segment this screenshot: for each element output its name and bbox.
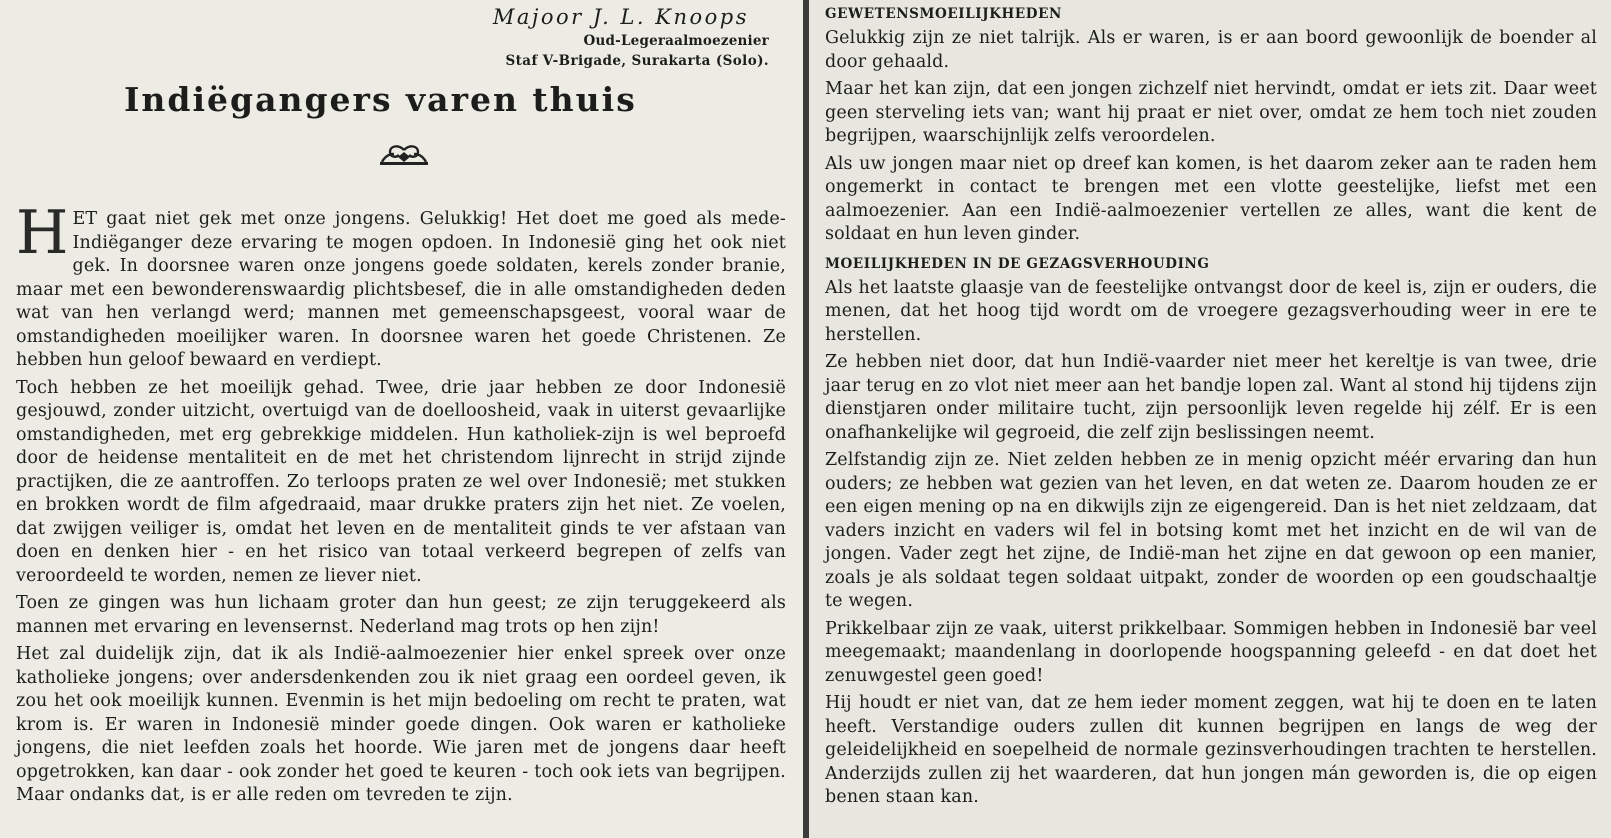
fleuron-ornament-icon: [378, 142, 430, 172]
article-paragraph: Ze hebben niet door, dat hun Indië-vaarder niet meer het kereltje is van twee, drie jaar terug en zo vlot niet meer aan het bandje lopen zal. Want al stond hij tijdens zijn dienstjaren onder militaire tucht, zijn persoonlijk leven regelde hij zélf. Er is een onafhankelijke wil gegroeid, die zelf zijn beslissingen neemt.: [825, 352, 1597, 443]
article-paragraph: Toch hebben ze het moeilijk gehad. Twee, drie jaar hebben ze door Indonesië gesjouwd, zonder uitzicht, overtuigd van de doelloosheid, vaak in uiterst gevaarlijke omstandigheden, met erg gebrekkige middelen. Hun katholiek-zijn is wel beproefd door de heidense mentaliteit en de met het christendom lijnrecht in strijd zijnde practijken, die ze aantroffen. Zo terloops praten ze wel over Indonesië; met stukken en brokken wordt de film afgedraaid, maar drukke praters zijn het niet. Ze voelen, dat zwijgen veiliger is, omdat het leven en de mentaliteit ginds te ver afstaan van doen en denken hier - en het risico van totaal verkeerd begrepen of zelfs van veroordeeld te worden, nemen ze liever niet.: [16, 377, 786, 586]
byline-unit: Staf V-Brigade, Surakarta (Solo).: [505, 53, 769, 69]
article-paragraph: Als uw jongen maar niet op dreef kan komen, is het daarom zeker aan te raden hem ongemerkt in contact te brengen met een vlotte geestelijke, liefst met een aalmoezenier. Aan een Indië-aalmoezenier vertellen ze alles, want die kent de soldaat en hun leven ginder.: [825, 153, 1597, 244]
article-paragraph: Het zal duidelijk zijn, dat ik als Indië-aalmoezenier hier enkel spreek over onze katholieke jongens; over andersdenkenden zou ik niet graag een oordeel geven, ik zou het ook moeilijk kunnen. Evenmin is het mijn bedoeling om recht te praten, wat krom is. Er waren in Indonesië minder goede dingen. Ook waren er katholieke jongens, die niet leefden zoals het hoorde. Wie jaren met de jongens daar heeft opgetrokken, kan daar - ook zonder het goed te keuren - toch ook iets van begrijpen. Maar ondanks dat, is er alle reden om tevreden te zijn.: [16, 644, 786, 805]
article-paragraph: Toen ze gingen was hun lichaam groter dan hun geest; ze zijn teruggekeerd als mannen met ervaring en levensernst. Nederland mag trots op hen zijn!: [16, 593, 786, 637]
byline-author: Majoor J. L. Knoops: [492, 5, 749, 29]
section-heading-gewetensmoeilijkheden: GEWETENSMOEILIJKHEDEN: [825, 6, 1062, 22]
left-column: [0, 0, 803, 838]
article-paragraph: [16, 198, 786, 373]
byline-role: Oud-Legeraalmoezenier: [583, 33, 769, 49]
article-paragraph: Gelukkig zijn ze niet talrijk. Als er waren, is er aan boord gewoonlijk de boender al door gehaald.: [825, 28, 1597, 72]
right-column: [809, 0, 1611, 838]
article-paragraph: Maar het kan zijn, dat een jongen zichzelf niet hervindt, omdat er iets zit. Daar weet geen sterveling iets van; want hij praat er niet over, omdat ze hem toch niet zouden begrijpen, waarschijnlijk zelfs veroordelen.: [825, 79, 1597, 146]
paragraph-text: ET gaat niet gek met onze jongens. Gelukkig! Het doet me goed als mede-Indiëganger deze ervaring te mogen opdoen. In Indonesië ging het ook niet gek. In doorsnee waren onze jongens goede soldaten, kerels zonder branie, maar met een bewonderenswaardig plichtsbesef, die in alle omstandigheden deden wat van hen verlangd werd; mannen met gemeenschapsgeest, vooral waar de omstandigheden moeilijker waren. In doorsnee waren het goede Christenen. Ze hebben hun geloof bewaard en verdiept.: [16, 209, 786, 370]
article-paragraph: Hij houdt er niet van, dat ze hem ieder moment zeggen, wat hij te doen en te laten heeft. Verstandige ouders zullen dit kunnen begrijpen en langs de weg der geleidelijkheid en soepelheid de normale gezinsverhoudingen trachten te herstellen. Anderzijds zullen zij het waarderen, dat hun jongen mán geworden is, die op eigen benen staan kan.: [825, 693, 1597, 807]
article-paragraph: Als het laatste glaasje van de feestelijke ontvangst door de keel is, zijn er ouders, die menen, dat het hoog tijd wordt om de vroegere gezagsverhouding weer in ere te herstellen.: [825, 277, 1597, 345]
left-article-body: [16, 198, 786, 812]
article-paragraph: Zelfstandig zijn ze. Niet zelden hebben ze in menig opzicht méér ervaring dan hun ouders; ze hebben wat gezien van het leven, en dat weten ze. Daarom houden ze er een eigen mening op na en dikwijls zijn ze eigengereid. Dan is het niet zeldzaam, dat vaders inzicht en vaders wil fel in botsing komt met het inzicht en de wil van de jongen. Vader zegt het zijne, de Indië-man het zijne en dat gewoon op een manier, zoals je als soldaat tegen soldaat uitpakt, zonder de woorden op een goudschaaltje te wegen.: [825, 450, 1597, 611]
byline: [469, 3, 769, 71]
drop-cap: H: [16, 198, 69, 268]
article-paragraph: Prikkelbaar zijn ze vaak, uiterst prikkelbaar. Sommigen hebben in Indonesië bar veel meegemaakt; maandenlang in doorlopende hoogspanning geleefd - en dat doet het zenuwgestel geen goed!: [825, 618, 1597, 686]
right-article-body: [825, 5, 1597, 814]
article-title: Indiëgangers varen thuis: [124, 80, 637, 119]
section-heading-gezagsverhouding: MOEILIJKHEDEN IN DE GEZAGSVERHOUDING: [825, 255, 1210, 272]
